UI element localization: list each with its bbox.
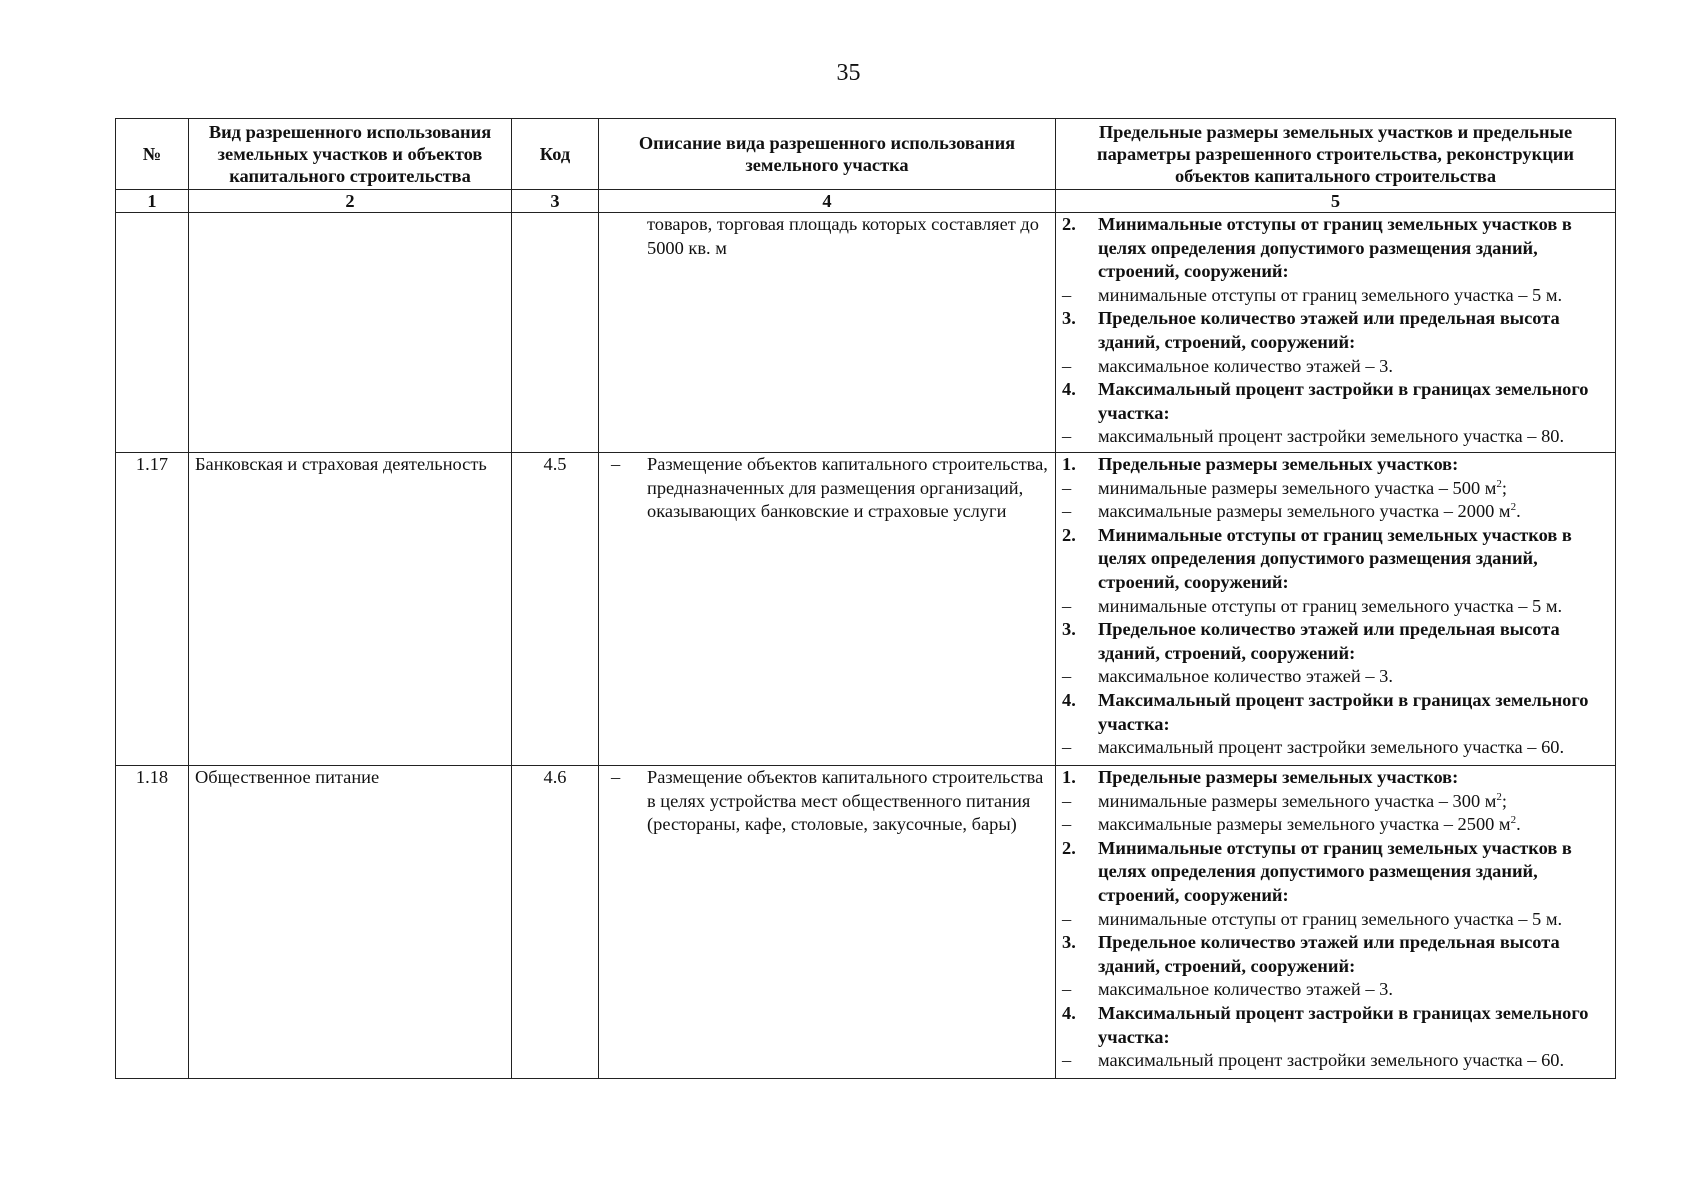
description-text: Размещение объектов капитального строительства в целях устройства мест общественного питания (рестораны, кафе, столовые, закусочные, бары) <box>647 767 1044 835</box>
param-heading <box>1062 307 1609 354</box>
header-code: Код <box>512 119 599 190</box>
col-number: 1 <box>116 190 189 213</box>
dash-marker: – <box>611 767 621 787</box>
param-text: минимальные отступы от границ земельного участка – 5 м. <box>1098 284 1563 305</box>
param-marker: – <box>1062 1050 1072 1071</box>
param-heading <box>1062 453 1609 477</box>
col-number: 4 <box>599 190 1056 213</box>
param-text: минимальные размеры земельного участка – 300 $м^2$; <box>1098 790 1508 811</box>
param-heading <box>1062 766 1609 790</box>
param-text: минимальные отступы от границ земельного участка – 5 м. <box>1098 595 1563 616</box>
param-text: максимальные размеры земельного участка – 2000 $м^2$. <box>1098 501 1521 522</box>
param-text: Предельные размеры земельных участков: <box>1098 767 1459 787</box>
param-marker: – <box>1062 426 1072 447</box>
row-description <box>599 453 1056 766</box>
param-marker: 2. <box>1062 524 1076 545</box>
row-description <box>599 766 1056 1079</box>
header-num: № <box>116 119 189 190</box>
param-marker: 4. <box>1062 1002 1076 1023</box>
row-number <box>116 213 189 453</box>
param-item <box>1062 595 1609 619</box>
param-item <box>1062 908 1609 932</box>
param-item <box>1062 790 1609 814</box>
row-description <box>599 213 1056 453</box>
param-marker: – <box>1062 814 1072 835</box>
param-marker: – <box>1062 908 1072 929</box>
param-text: Минимальные отступы от границ земельных участков в целях определения допустимого размещения зданий, строений, сооружений: <box>1098 524 1572 592</box>
params-list <box>1062 213 1609 449</box>
param-marker: – <box>1062 979 1072 1000</box>
row-params <box>1056 213 1616 453</box>
row-use-type: Банковская и страховая деятельность <box>189 453 512 766</box>
param-item <box>1062 978 1609 1002</box>
param-text: Предельное количество этажей или предельная высота зданий, строений, сооружений: <box>1098 308 1560 352</box>
param-marker: 3. <box>1062 308 1076 329</box>
row-number: 1.18 <box>116 766 189 1079</box>
table-row <box>116 213 1616 453</box>
param-text: максимальный процент застройки земельного участка – 60. <box>1098 1050 1565 1071</box>
param-heading <box>1062 689 1609 736</box>
param-marker: – <box>1062 595 1072 616</box>
dash-marker: – <box>611 454 621 474</box>
param-item <box>1062 477 1609 501</box>
param-heading <box>1062 1002 1609 1049</box>
param-heading <box>1062 378 1609 425</box>
page-number: 35 <box>836 60 861 86</box>
row-code <box>512 213 599 453</box>
param-marker: – <box>1062 284 1072 305</box>
param-text: Предельное количество этажей или предельная высота зданий, строений, сооружений: <box>1098 619 1560 663</box>
param-heading <box>1062 524 1609 595</box>
param-text: максимальное количество этажей – 3. <box>1098 979 1393 1000</box>
param-text: максимальный процент застройки земельного участка – 60. <box>1098 737 1565 758</box>
param-text: Максимальный процент застройки в границах земельного участка: <box>1098 689 1589 734</box>
param-text: Предельные размеры земельных участков: <box>1098 454 1459 474</box>
table-row <box>116 766 1616 1079</box>
header-params: Предельные размеры земельных участков и предельные параметры разрешенного строительства, реконструкции объектов капитального строительства <box>1056 119 1616 190</box>
param-marker: 4. <box>1062 689 1076 710</box>
description-text: товаров, торговая площадь которых составляет до 5000 кв. м <box>647 214 1039 258</box>
row-params <box>1056 453 1616 766</box>
param-marker: – <box>1062 501 1072 522</box>
param-marker: 1. <box>1062 767 1076 787</box>
param-item <box>1062 665 1609 689</box>
param-item <box>1062 1049 1609 1073</box>
param-text: Минимальные отступы от границ земельных участков в целях определения допустимого размещения зданий, строений, сооружений: <box>1098 214 1572 282</box>
param-marker: – <box>1062 666 1072 687</box>
param-heading <box>1062 213 1609 284</box>
param-heading <box>1062 931 1609 978</box>
header-description: Описание вида разрешенного использования земельного участка <box>599 119 1056 190</box>
param-text: максимальные размеры земельного участка – 2500 $м^2$. <box>1098 814 1521 835</box>
param-text: Максимальный процент застройки в границах земельного участка: <box>1098 1002 1589 1047</box>
param-heading <box>1062 618 1609 665</box>
param-text: Минимальные отступы от границ земельных участков в целях определения допустимого размещения зданий, строений, сооружений: <box>1098 837 1572 905</box>
col-number: 5 <box>1056 190 1616 213</box>
param-marker: 2. <box>1062 214 1076 234</box>
row-number: 1.17 <box>116 453 189 766</box>
table-row <box>116 453 1616 766</box>
param-text: минимальные размеры земельного участка – 500 $м^2$; <box>1098 477 1508 498</box>
param-item <box>1062 355 1609 379</box>
row-use-type: Общественное питание <box>189 766 512 1079</box>
row-use-type <box>189 213 512 453</box>
param-marker: 2. <box>1062 837 1076 858</box>
param-marker: 3. <box>1062 932 1076 953</box>
param-item <box>1062 736 1609 760</box>
param-marker: – <box>1062 790 1072 811</box>
param-text: минимальные отступы от границ земельного участка – 5 м. <box>1098 908 1563 929</box>
param-marker: – <box>1062 355 1072 376</box>
param-marker: 3. <box>1062 619 1076 640</box>
param-item <box>1062 425 1609 449</box>
param-text: Предельное количество этажей или предельная высота зданий, строений, сооружений: <box>1098 932 1560 976</box>
param-item <box>1062 500 1609 524</box>
param-item <box>1062 813 1609 837</box>
column-numbers-row <box>116 190 1616 213</box>
param-marker: 1. <box>1062 454 1076 474</box>
param-text: максимальное количество этажей – 3. <box>1098 666 1393 687</box>
param-item <box>1062 284 1609 308</box>
param-text: максимальное количество этажей – 3. <box>1098 355 1393 376</box>
col-number: 2 <box>189 190 512 213</box>
description-text: Размещение объектов капитального строительства, предназначенных для размещения организаций, оказывающих банковские и страховые услуги <box>647 454 1048 522</box>
land-use-table <box>115 118 1616 1079</box>
row-code: 4.6 <box>512 766 599 1079</box>
table-header-row <box>116 119 1616 190</box>
param-text: максимальный процент застройки земельного участка – 80. <box>1098 426 1565 447</box>
col-number: 3 <box>512 190 599 213</box>
row-params <box>1056 766 1616 1079</box>
param-text: Максимальный процент застройки в границах земельного участка: <box>1098 379 1589 423</box>
param-marker: – <box>1062 737 1072 758</box>
row-code: 4.5 <box>512 453 599 766</box>
params-list <box>1062 453 1609 760</box>
params-list <box>1062 766 1609 1073</box>
param-marker: 4. <box>1062 379 1076 400</box>
param-marker: – <box>1062 477 1072 498</box>
param-heading <box>1062 837 1609 908</box>
header-name: Вид разрешенного использования земельных участков и объектов капитального строительства <box>189 119 512 190</box>
